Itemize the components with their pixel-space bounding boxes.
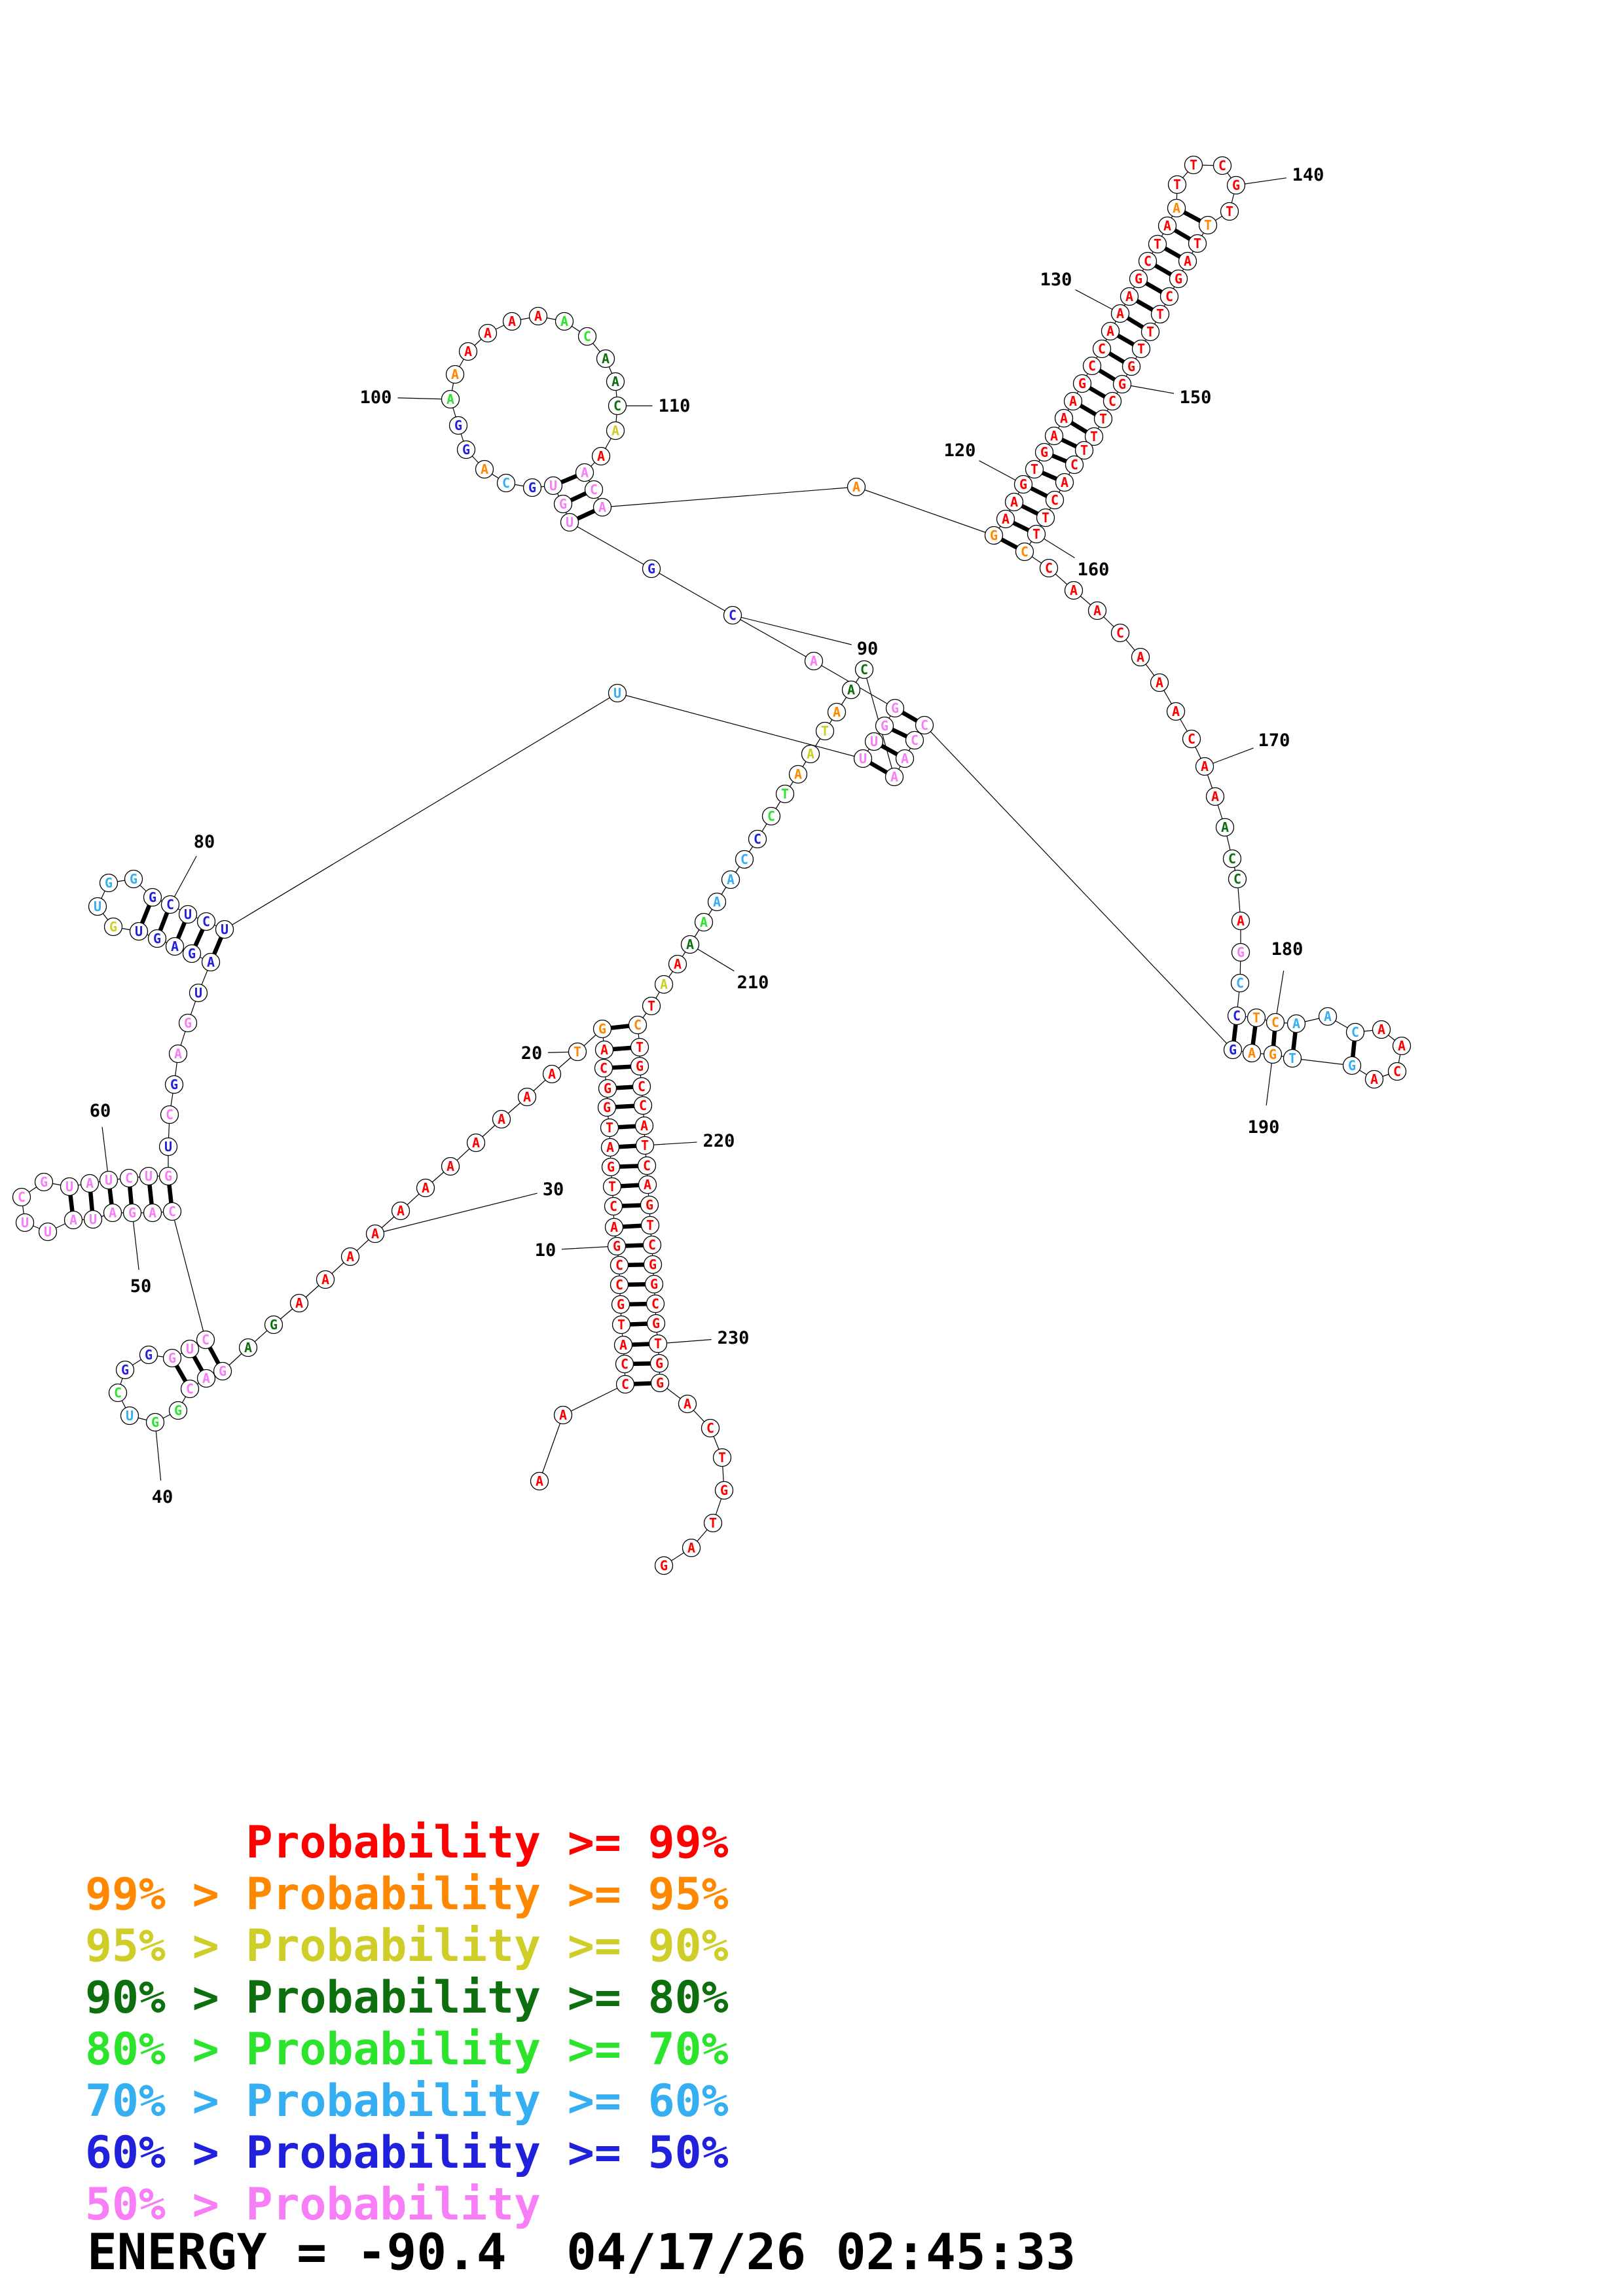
nucleotide-letter: G (603, 1081, 612, 1096)
nucleotide-letter: A (832, 704, 841, 720)
nucleotide-letter: C (1218, 158, 1227, 173)
nucleotide-letter: C (1393, 1064, 1402, 1079)
nucleotide-letter: C (1351, 1024, 1360, 1040)
nucleotide-letter: C (599, 1060, 608, 1076)
backbone-line (225, 693, 617, 929)
nucleotide-letter: A (1116, 306, 1125, 321)
nucleotide-letter: G (128, 1205, 137, 1221)
nucleotide-letter: A (446, 391, 455, 407)
nucleotide-letter: U (164, 1139, 173, 1155)
nucleotide-letter: A (1093, 603, 1102, 619)
nucleotide-letter: G (648, 1257, 657, 1272)
nucleotide-letter: A (890, 769, 899, 785)
nucleotide-letter: C (1235, 975, 1245, 991)
nucleotide-letter: G (1118, 376, 1127, 392)
nucleotide-letter: A (1323, 1009, 1332, 1024)
nucleotide-letter: T (647, 998, 656, 1014)
nucleotide-letter: A (809, 653, 818, 669)
nucleotide-letter: A (1068, 393, 1078, 409)
nucleotide-letter: C (1097, 341, 1106, 357)
nucleotide-letter: G (218, 1363, 227, 1379)
nucleotide-letter: C (651, 1296, 660, 1312)
nucleotide-letter: T (1032, 526, 1041, 542)
nucleotide-letter: T (653, 1336, 663, 1352)
nucleotide-letter: T (617, 1317, 626, 1333)
nucleotide-letter: T (1089, 429, 1099, 444)
position-label: 80 (193, 832, 215, 852)
nucleotide-letter: A (560, 314, 569, 329)
nucleotide-letter: C (124, 1170, 134, 1186)
nucleotide-letter: A (547, 1066, 556, 1082)
nucleotide-letter: A (1136, 649, 1145, 665)
position-label: 50 (130, 1276, 152, 1297)
nucleotide-letter: C (185, 1381, 194, 1397)
nucleotide-letter: A (640, 1118, 649, 1134)
nucleotide-letter: G (655, 1355, 664, 1371)
nucleotide-letter: U (88, 1211, 98, 1227)
nucleotide-letter: A (659, 977, 668, 992)
nucleotide-letter: C (166, 897, 175, 912)
nucleotide-letter: G (1127, 359, 1136, 374)
nucleotide-letter: G (1174, 271, 1183, 287)
nucleotide-letter: A (600, 1042, 609, 1058)
nucleotide-letter: G (645, 1197, 654, 1213)
nucleotide-letter: G (649, 1276, 659, 1292)
nucleotide-letter: T (1146, 324, 1155, 340)
nucleotide-letter: A (847, 682, 856, 698)
nucleotide-letter: G (129, 871, 138, 887)
nucleotide-letter: G (720, 1482, 729, 1498)
nucleotide-letter: U (220, 922, 229, 937)
nucleotide-letter: C (1050, 492, 1059, 508)
nucleotide-letter: A (1220, 819, 1230, 835)
nucleotide-letter: A (683, 1396, 692, 1412)
nucleotide-letter: G (1019, 476, 1028, 492)
position-label: 60 (89, 1101, 111, 1121)
backbone-line (924, 725, 1233, 1050)
nucleotide-letter: U (194, 985, 203, 1001)
nucleotide-letter: G (880, 718, 889, 734)
nucleotide-letter: A (464, 344, 473, 359)
nucleotide-letter: A (480, 461, 489, 477)
nucleotide-letter: G (144, 1347, 153, 1363)
probability-color-legend (85, 1817, 729, 2231)
position-label: 190 (1247, 1117, 1280, 1138)
nucleotide-letter: T (1080, 442, 1089, 458)
position-label: 40 (151, 1487, 173, 1507)
legend-line: 95% > Probability >= 90% (85, 1920, 729, 1972)
position-label: 220 (702, 1131, 735, 1151)
nucleotide-letter: A (596, 448, 606, 464)
position-label: 140 (1292, 165, 1324, 185)
nucleotide-letter: A (558, 1407, 568, 1423)
nucleotide-letter: A (1377, 1022, 1386, 1037)
nucleotide-letter: G (173, 1403, 183, 1418)
nucleotide-letter: U (183, 906, 192, 922)
nucleotide-letter: A (206, 954, 215, 970)
nucleotide-letter: A (148, 1205, 157, 1221)
nucleotide-letter: A (1200, 759, 1209, 774)
nucleotide-letter: G (612, 1238, 621, 1254)
nucleotide-letter: A (611, 423, 620, 439)
nucleotide-letter: T (780, 786, 790, 802)
nucleotide-letter: T (1099, 411, 1108, 427)
nucleotide-letter: A (619, 1337, 628, 1353)
nucleotide-letter: A (1060, 475, 1069, 490)
nucleotide-letter: A (173, 1046, 183, 1062)
nucleotide-letter: C (613, 398, 622, 414)
nucleotide-letter: C (1020, 544, 1029, 560)
legend-line: 90% > Probability >= 80% (85, 1972, 729, 2024)
nucleotide-letter: C (728, 607, 737, 623)
nucleotide-letter: C (1070, 457, 1079, 473)
energy-timestamp-line: ENERGY = -90.4 04/17/26 02:45:33 (87, 2223, 1076, 2281)
position-label-leader (733, 615, 852, 645)
nucleotide-letter: A (606, 1139, 615, 1155)
legend-line: 99% > Probability >= 95% (85, 1869, 729, 1920)
nucleotide-letter: C (1187, 731, 1196, 747)
nucleotide-letter: A (69, 1212, 78, 1228)
nucleotide-letter: C (642, 1158, 651, 1174)
nucleotide-letter: A (535, 1473, 544, 1489)
nucleotide-letter: C (1233, 871, 1242, 887)
position-label: 120 (943, 440, 976, 461)
nucleotide-letter: A (85, 1175, 94, 1191)
nucleotide-letter: G (1268, 1047, 1277, 1062)
nucleotide-letter: G (602, 1100, 611, 1115)
nucleotide-letter: C (17, 1189, 26, 1205)
nucleotide-letter: G (269, 1317, 278, 1333)
nucleotide-letter: A (1211, 789, 1220, 804)
nucleotide-letter: C (621, 1376, 630, 1392)
nucleotide-letter: U (869, 734, 879, 749)
nucleotide-letter: U (565, 514, 574, 530)
nucleotide-letter: A (793, 766, 803, 782)
nucleotide-letter: G (109, 919, 118, 935)
nucleotide-letter: C (740, 852, 749, 867)
nucleotide-letter: C (633, 1017, 642, 1033)
nucleotide-letter: C (920, 717, 929, 733)
nucleotide-letter: C (501, 475, 511, 491)
nucleotide-letter: A (673, 956, 682, 972)
legend-line: 70% > Probability >= 60% (85, 2075, 729, 2127)
nucleotide-letter: U (858, 751, 867, 766)
nucleotide-letter: G (153, 931, 162, 946)
nucleotide-letter: G (1040, 444, 1049, 460)
nucleotide-letter: A (1049, 428, 1059, 444)
nucleotide-letter: A (244, 1340, 253, 1355)
nucleotide-letter: T (1041, 510, 1050, 526)
nucleotide-letter: U (43, 1224, 52, 1240)
nucleotide-letter: A (1059, 410, 1068, 426)
nucleotide-letter: T (820, 723, 830, 739)
nucleotide-letter: C (620, 1356, 629, 1372)
nucleotide-letter: T (605, 1120, 614, 1136)
position-label: 30 (542, 1179, 564, 1200)
nucleotide-letter: G (598, 1021, 607, 1037)
nucleotide-letter: A (1183, 253, 1192, 269)
legend-line: Probability >= 99% (85, 1817, 729, 1869)
nucleotide-letter: T (1189, 157, 1198, 173)
nucleotide-letter: A (108, 1205, 117, 1221)
nucleotide-letter: G (647, 561, 656, 577)
position-label: 230 (717, 1328, 750, 1348)
nucleotide-letter: A (321, 1272, 330, 1287)
nucleotide-letter: A (712, 894, 721, 910)
nucleotide-letter: C (202, 914, 211, 929)
nucleotide-letter: T (646, 1217, 655, 1233)
position-label: 150 (1179, 387, 1212, 408)
nucleotide-letter: A (598, 499, 607, 515)
nucleotide-letter: C (168, 1204, 177, 1219)
nucleotide-letter: G (616, 1297, 625, 1312)
nucleotide-letter: A (685, 937, 695, 952)
nucleotide-letter: G (183, 1015, 192, 1031)
legend-line: 60% > Probability >= 50% (85, 2127, 729, 2179)
nucleotide-letter: T (718, 1450, 727, 1465)
nucleotide-letter: U (613, 685, 622, 701)
position-label: 130 (1040, 270, 1072, 290)
nucleotide-letter: C (201, 1332, 210, 1348)
nucleotide-letter: T (1252, 1010, 1261, 1026)
nucleotide-letter: U (93, 899, 102, 914)
nucleotide-letter: T (1030, 461, 1039, 477)
nucleotide-letter: A (471, 1135, 481, 1151)
nucleotide-letter: C (1087, 358, 1097, 374)
nucleotide-letter: T (1137, 341, 1146, 357)
nucleotide-letter: G (1078, 376, 1087, 391)
nucleotide-letter: A (580, 465, 589, 480)
nucleotide-letter: A (1125, 289, 1134, 304)
nucleotide-letter: C (1165, 289, 1174, 304)
nucleotide-letter: G (168, 1350, 177, 1366)
nucleotide-letter: A (446, 1158, 455, 1174)
nucleotide-letter: A (1292, 1016, 1301, 1031)
nucleotide-letter: U (65, 1179, 74, 1194)
nucleotide-letter: G (164, 1168, 173, 1184)
backbone-line (172, 1211, 206, 1340)
nucleotide-letter: T (708, 1515, 718, 1531)
nucleotide-letter: G (606, 1159, 615, 1175)
nucleotide-letter: A (687, 1540, 696, 1556)
nucleotide-letter: C (1228, 851, 1237, 867)
nucleotide-letter: A (1106, 323, 1115, 339)
nucleotide-letter: A (1236, 913, 1245, 929)
nucleotide-letter: A (483, 325, 492, 341)
nucleotide-letter: G (39, 1174, 48, 1190)
nucleotide-letter: A (421, 1180, 430, 1196)
nucleotide-letter: A (610, 1219, 619, 1235)
nucleotide-letter: A (497, 1111, 506, 1127)
nucleotide-letter: A (1069, 583, 1078, 598)
nucleotide-letter: A (1001, 511, 1010, 527)
nucleotide-letter: C (638, 1098, 647, 1113)
nucleotide-letter: G (1231, 177, 1241, 193)
nucleotide-letter: T (1193, 236, 1202, 251)
nucleotide-letter: A (1397, 1038, 1406, 1054)
nucleotide-letter: T (1156, 306, 1165, 322)
backbone-line (570, 522, 651, 569)
nucleotide-letter: A (396, 1203, 405, 1219)
nucleotide-letter: U (125, 1408, 134, 1424)
nucleotide-letter: C (1116, 625, 1125, 641)
nucleotide-letter: G (1228, 1042, 1237, 1058)
nucleotide-letter: A (611, 374, 620, 389)
backbone-line (563, 1384, 625, 1415)
nucleotide-letter: A (450, 367, 460, 382)
nucleotide-letter: A (806, 746, 815, 762)
nucleotide-letter: U (104, 1172, 113, 1188)
nucleotide-letter: A (900, 751, 909, 766)
nucleotide-letter: T (1203, 217, 1213, 233)
nucleotide-letter: T (1288, 1050, 1297, 1066)
nucleotide-letter: C (647, 1237, 657, 1253)
nucleotide-letter: C (637, 1079, 646, 1094)
position-label: 110 (658, 396, 691, 416)
nucleotide-letter: G (1134, 271, 1143, 287)
nucleotide-letter: A (1172, 200, 1181, 216)
nucleotide-letter: A (1370, 1071, 1379, 1087)
nucleotide-letter: C (615, 1257, 624, 1273)
nucleotide-letter: A (202, 1371, 211, 1386)
nucleotide-letter: A (1247, 1045, 1256, 1061)
nucleotide-letter: C (910, 732, 919, 748)
nucleotide-letter: G (148, 889, 157, 905)
nucleotide-letter: A (1155, 675, 1164, 691)
nucleotide-letter: A (726, 872, 735, 888)
nucleotide-letter: G (989, 528, 998, 543)
nucleotide-letter: U (134, 924, 143, 939)
position-label: 10 (534, 1240, 556, 1261)
nucleotide-letter: A (699, 914, 708, 930)
nucleotide-letter: T (1153, 236, 1162, 252)
nucleotide-letter: G (655, 1375, 665, 1391)
position-label: 160 (1077, 560, 1110, 580)
nucleotide-letter: A (346, 1249, 355, 1265)
nucleotide-letter: G (454, 418, 463, 433)
nucleotide-letter: G (104, 875, 113, 891)
backbone-line (856, 487, 994, 535)
nucleotide-letter: A (852, 479, 861, 495)
nucleotide-letter: G (120, 1362, 130, 1378)
nucleotide-letter: T (573, 1044, 582, 1060)
nucleotide-letter: G (1236, 944, 1245, 960)
nucleotide-letter: C (860, 662, 869, 677)
backbone-line (733, 615, 814, 661)
nucleotide-letter: A (601, 351, 610, 367)
position-label: 90 (856, 639, 879, 659)
nucleotide-letter: C (1044, 560, 1053, 576)
nucleotide-letter: C (753, 831, 762, 847)
nucleotide-letter: G (651, 1316, 661, 1331)
position-label: 20 (520, 1043, 543, 1064)
nucleotide-letter: G (187, 946, 196, 961)
nucleotide-letter: G (170, 1077, 179, 1092)
position-label: 210 (737, 973, 769, 993)
nucleotide-letter: T (640, 1138, 649, 1153)
position-label: 100 (359, 387, 392, 408)
nucleotide-letter: A (507, 314, 517, 329)
nucleotide-letter: U (185, 1341, 194, 1357)
nucleotide-letter: G (558, 496, 568, 512)
nucleotide-letter: U (144, 1168, 153, 1184)
nucleotide-letter: C (165, 1107, 174, 1122)
nucleotide-letter: C (113, 1385, 122, 1401)
nucleotide-letter: C (1108, 393, 1117, 409)
nucleotide-letter: A (522, 1089, 532, 1105)
nucleotide-letter: T (608, 1179, 617, 1194)
nucleotide-letter: G (1347, 1058, 1357, 1073)
nucleotide-letter: G (635, 1058, 644, 1074)
nucleotide-letter: A (1010, 494, 1019, 510)
nucleotide-letter: C (767, 808, 776, 824)
position-label: 170 (1258, 730, 1290, 751)
position-label: 180 (1271, 939, 1304, 960)
nucleotide-letter: A (170, 939, 179, 954)
nucleotide-letter: T (1225, 204, 1234, 219)
nucleotide-letter: G (890, 700, 900, 716)
nucleotide-letter: C (1271, 1014, 1280, 1030)
nucleotide-letter: A (1171, 704, 1180, 719)
nucleotide-letter: C (589, 482, 598, 497)
nucleotide-letter: C (1143, 253, 1152, 269)
nucleotide-letter: C (615, 1277, 624, 1293)
nucleotide-letter: G (528, 480, 537, 495)
nucleotide-letter: A (371, 1226, 380, 1242)
nucleotide-letter: A (534, 308, 543, 324)
nucleotide-letter: A (643, 1177, 652, 1193)
nucleotide-letter: T (635, 1039, 644, 1055)
nucleotide-letter: U (20, 1215, 29, 1230)
legend-line: 80% > Probability >= 70% (85, 2024, 729, 2075)
nucleotide-letter: A (1163, 218, 1172, 234)
nucleotide-letter: C (1232, 1008, 1241, 1024)
nucleotide-letter: A (295, 1295, 304, 1311)
backbone-line (602, 487, 856, 507)
nucleotide-letter: G (659, 1558, 668, 1573)
nucleotide-letter: C (706, 1420, 715, 1436)
legend-line: 50% > Probability (85, 2179, 541, 2231)
nucleotide-letter: G (151, 1414, 160, 1430)
nucleotide-letter: T (1173, 177, 1182, 192)
nucleotide-letter: G (462, 442, 471, 457)
nucleotide-letter: C (609, 1198, 618, 1214)
backbone-line (539, 1415, 563, 1481)
nucleotide-letter: U (549, 478, 558, 493)
backbone-line (651, 569, 733, 615)
nucleotide-letter: C (583, 329, 592, 344)
